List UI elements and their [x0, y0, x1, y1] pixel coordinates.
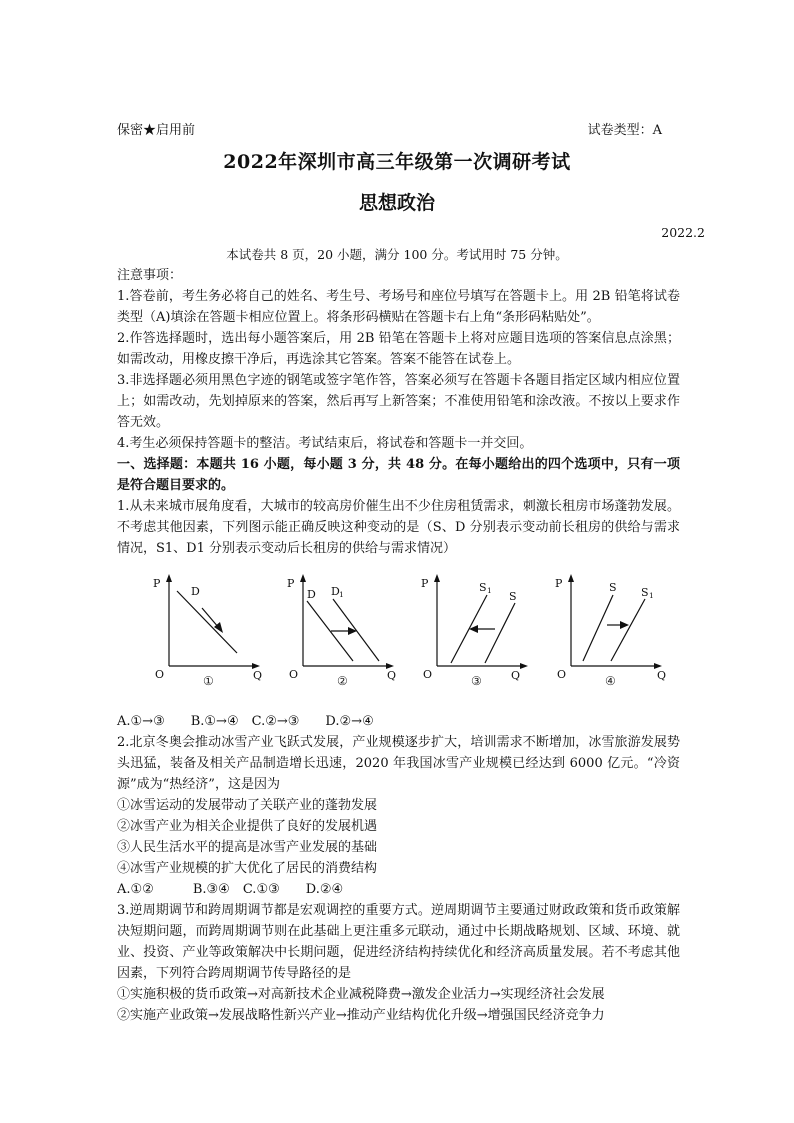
- graph-2: [281, 571, 401, 697]
- question-1-stem: 1.从未来城市展角度看，大城市的较高房价催生出不少住房租赁需求，刺激长租房市场蓬勃发展。不考虑其他因素，下列图示能正确反映这种变动的是（S、D 分别表示变动前长租房的供给与需求情况，S1、D1 分别表示变动后长租房的供给与需求情况）: [117, 499, 680, 556]
- graph-axis-q: Q: [657, 669, 667, 682]
- graph-1: [147, 571, 267, 697]
- question-1-graphs: [117, 563, 680, 709]
- question-2-item: ③人民生活水平的提高是冰雪产业发展的基础: [117, 840, 378, 855]
- graph-4: [549, 571, 669, 697]
- graph-number: ③: [471, 674, 482, 688]
- graph-axis-q: Q: [387, 669, 397, 682]
- question-2-item: ④冰雪产业规模的扩大优化了居民的消费结构: [117, 861, 378, 876]
- graph-axis-q: Q: [511, 669, 521, 682]
- question-3-stem: 3.逆周期调节和跨周期调节都是宏观调控的重要方式。逆周期调节主要通过财政政策和货币政策解决短期问题，而跨周期调节则在此基础上更注重多元联动，通过中长期战略规划、区域、环境、就业、投资、产业等政策解决中长期问题，促进经济结构持续优化和经济高质量发展。若不考虑其他因素，下列符合跨周期调节传导路径的是: [117, 903, 680, 981]
- question-3-item: ②实施产业政策→发展战略性新兴产业→推动产业结构优化升级→增强国民经济竞争力: [117, 1008, 605, 1023]
- question-3-item: ①实施积极的货币政策→对高新技术企业减税降费→激发企业活力→实现经济社会发展: [117, 987, 605, 1002]
- question-2-item: ①冰雪运动的发展带动了关联产业的蓬勃发展: [117, 798, 378, 813]
- graph-origin: O: [557, 668, 567, 681]
- exam-date: 2022.2: [661, 225, 705, 240]
- graph-curve-label: D: [191, 585, 200, 598]
- graph-axis-p: P: [555, 577, 563, 590]
- notice-heading: 注意事项：: [117, 268, 183, 283]
- confidential-mark: 保密★启用前: [117, 123, 196, 138]
- notice-item: 4.考生必须保持答题卡的整洁。考试结束后，将试卷和答题卡一并交回。: [117, 436, 533, 451]
- graph-number: ①: [203, 674, 214, 688]
- graph-number: ②: [337, 674, 348, 688]
- question-2-stem: 2.北京冬奥会推动冰雪产业飞跃式发展，产业规模逐步扩大，培训需求不断增加，冰雪旅游发展势头迅猛，装备及相关产品制造增长迅速，2020 年我国冰雪产业规模已经达到 6000 亿元。“冷资源”成为“热经济”，这是因为: [117, 735, 680, 792]
- graph-curve-label: D: [307, 588, 316, 601]
- graph-curve-label-subscript: 1: [649, 591, 654, 600]
- graph-number: ④: [605, 674, 616, 688]
- notice-item: 2.作答选择题时，选出每小题答案后，用 2B 铅笔在答题卡上将对应题目选项的答案信息点涂黑；如需改动，用橡皮擦干净后，再选涂其它答案。答案不能答在试卷上。: [117, 331, 680, 367]
- question-2-item: ②冰雪产业为相关企业提供了良好的发展机遇: [117, 819, 378, 834]
- graph-curve-label-new: D: [331, 585, 340, 598]
- paper-type: 试卷类型：A: [587, 123, 662, 138]
- graph-axis-p: P: [421, 577, 429, 590]
- exam-title: 2022年深圳市高三年级第一次调研考试: [223, 151, 571, 173]
- graph-curve-label: S: [509, 590, 517, 603]
- graph-3: [415, 571, 535, 697]
- graph-axis-p: P: [153, 577, 161, 590]
- graph-origin: O: [155, 668, 165, 681]
- notice-item: 3.非选择题必须用黑色字迹的钢笔或签字笔作答，答案必须写在答题卡各题目指定区域内相应位置上；如需改动，先划掉原来的答案，然后再写上新答案；不准使用铅笔和涂改液。不按以上要求作答无效。: [117, 373, 680, 430]
- graph-axis-p: P: [287, 577, 295, 590]
- question-1-options: A.①→③ B.①→④ C.②→③ D.②→④: [117, 714, 374, 729]
- graph-curve-label-new: S: [641, 586, 649, 599]
- exam-body: [117, 265, 680, 1026]
- question-2-options: A.①② B.③④ C.①③ D.②④: [117, 882, 344, 897]
- graph-curve-label-subscript: 1: [487, 586, 492, 595]
- graph-curve-label: S: [609, 581, 617, 594]
- subject-title: 思想政治: [358, 192, 435, 214]
- graph-origin: O: [289, 668, 299, 681]
- graph-curve-label-subscript: 1: [339, 590, 344, 599]
- exam-intro: 本试卷共 8 页，20 小题，满分 100 分。考试用时 75 分钟。: [226, 247, 568, 262]
- graph-axis-q: Q: [253, 669, 263, 682]
- section-heading: 一、选择题：本题共 16 小题，每小题 3 分，共 48 分。在每小题给出的四个选项中，只有一项是符合题目要求的。: [117, 457, 680, 493]
- graph-origin: O: [423, 668, 433, 681]
- notice-item: 1.答卷前，考生务必将自己的姓名、考生号、考场号和座位号填写在答题卡上。用 2B 铅笔将试卷类型（A)填涂在答题卡相应位置上。将条形码横贴在答题卡右上角“条形码粘贴处”。: [117, 289, 680, 325]
- graph-curve-label-new: S: [479, 581, 487, 594]
